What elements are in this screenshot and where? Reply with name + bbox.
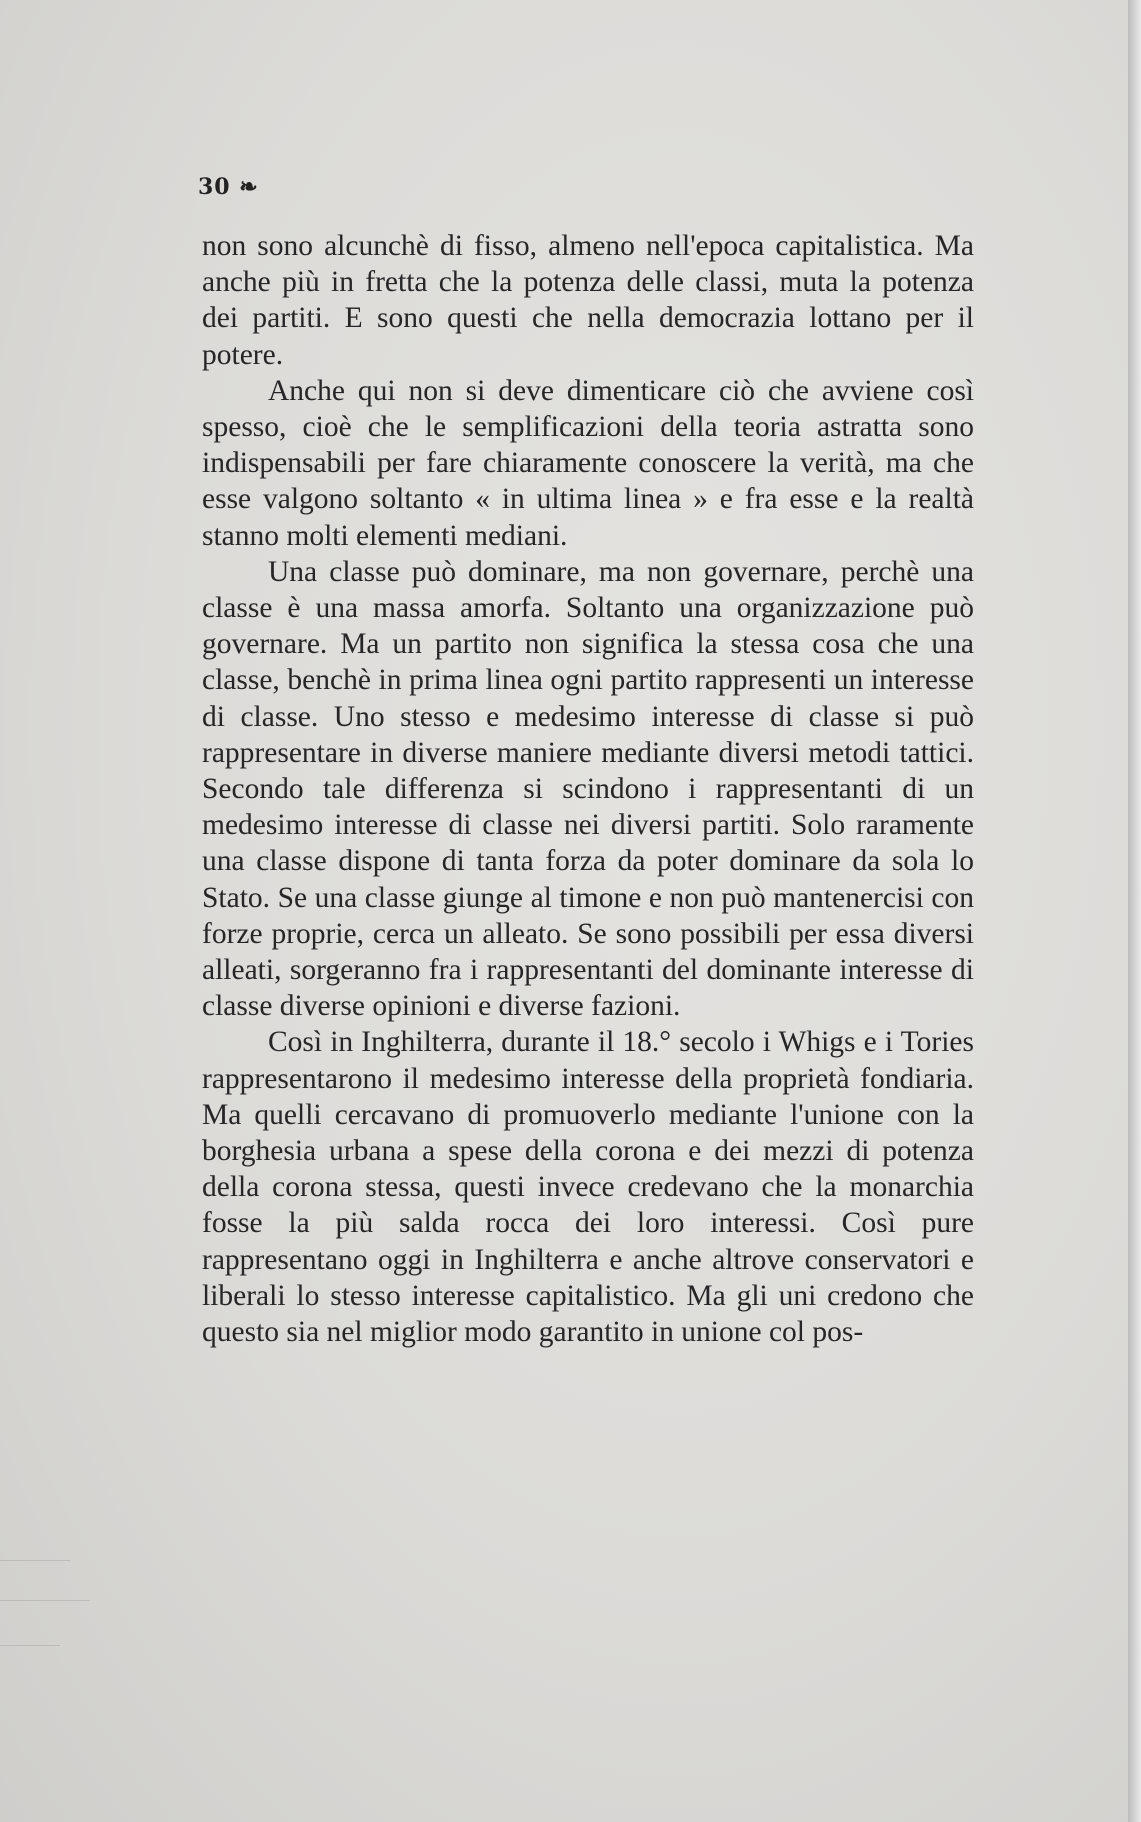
body-text xyxy=(202,228,974,1350)
paragraph: Anche qui non si deve dimenticare ciò che avviene così spesso, cioè che le semplificazioni della teoria astratta sono indispensabili per fare chiaramente conoscere la verità, ma che esse valgono soltanto « in ultima linea » e fra esse e la realtà stanno molti elementi mediani. xyxy=(202,374,974,552)
scan-mark xyxy=(0,1560,70,1561)
page-edge xyxy=(1128,0,1141,1822)
page-number-value: 30 xyxy=(198,174,231,200)
ornament-icon: ❧ xyxy=(239,174,259,200)
page-number xyxy=(198,174,259,200)
scan-mark xyxy=(0,1645,60,1646)
paragraph: non sono alcunchè di fisso, almeno nell'epoca capitalistica. Ma anche più in fretta che la potenza delle classi, muta la potenza dei partiti. E sono questi che nella democrazia lottano per il potere. xyxy=(202,230,974,371)
paragraph: Così in Inghilterra, durante il 18.° secolo i Whigs e i Tories rappresentarono il medesimo interesse della proprietà fondiaria. Ma quelli cercavano di promuoverlo mediante l'unione con la borghesia urbana a spese della corona e dei mezzi di potenza della corona stessa, questi invece credevano che la monarchia fosse la più salda rocca dei loro interessi. Così pure rappresentano oggi in Inghilterra e anche altrove conservatori e liberali lo stesso interesse capitalistico. Ma gli uni credono che questo sia nel miglior modo garantito in unione col pos- xyxy=(202,1026,974,1349)
scan-mark xyxy=(0,1600,90,1601)
paragraph: Una classe può dominare, ma non governare, perchè una classe è una massa amorfa. Soltanto una organizzazione può governare. Ma un partito non significa la stessa cosa che una classe, benchè in prima linea ogni partito rappresenti un interesse di classe. Uno stesso e medesimo interesse di classe si può rappresentare in diverse maniere mediante diversi metodi tattici. Secondo tale differenza si scindono i rappresentanti di un medesimo interesse di classe nei diversi partiti. Solo raramente una classe dispone di tanta forza da poter dominare da sola lo Stato. Se una classe giunge al timone e non può mantenercisi con forze proprie, cerca un alleato. Se sono possibili per essa diversi alleati, sorgeranno fra i rappresentanti del dominante interesse di classe diverse opinioni e diverse fazioni. xyxy=(202,555,974,1023)
